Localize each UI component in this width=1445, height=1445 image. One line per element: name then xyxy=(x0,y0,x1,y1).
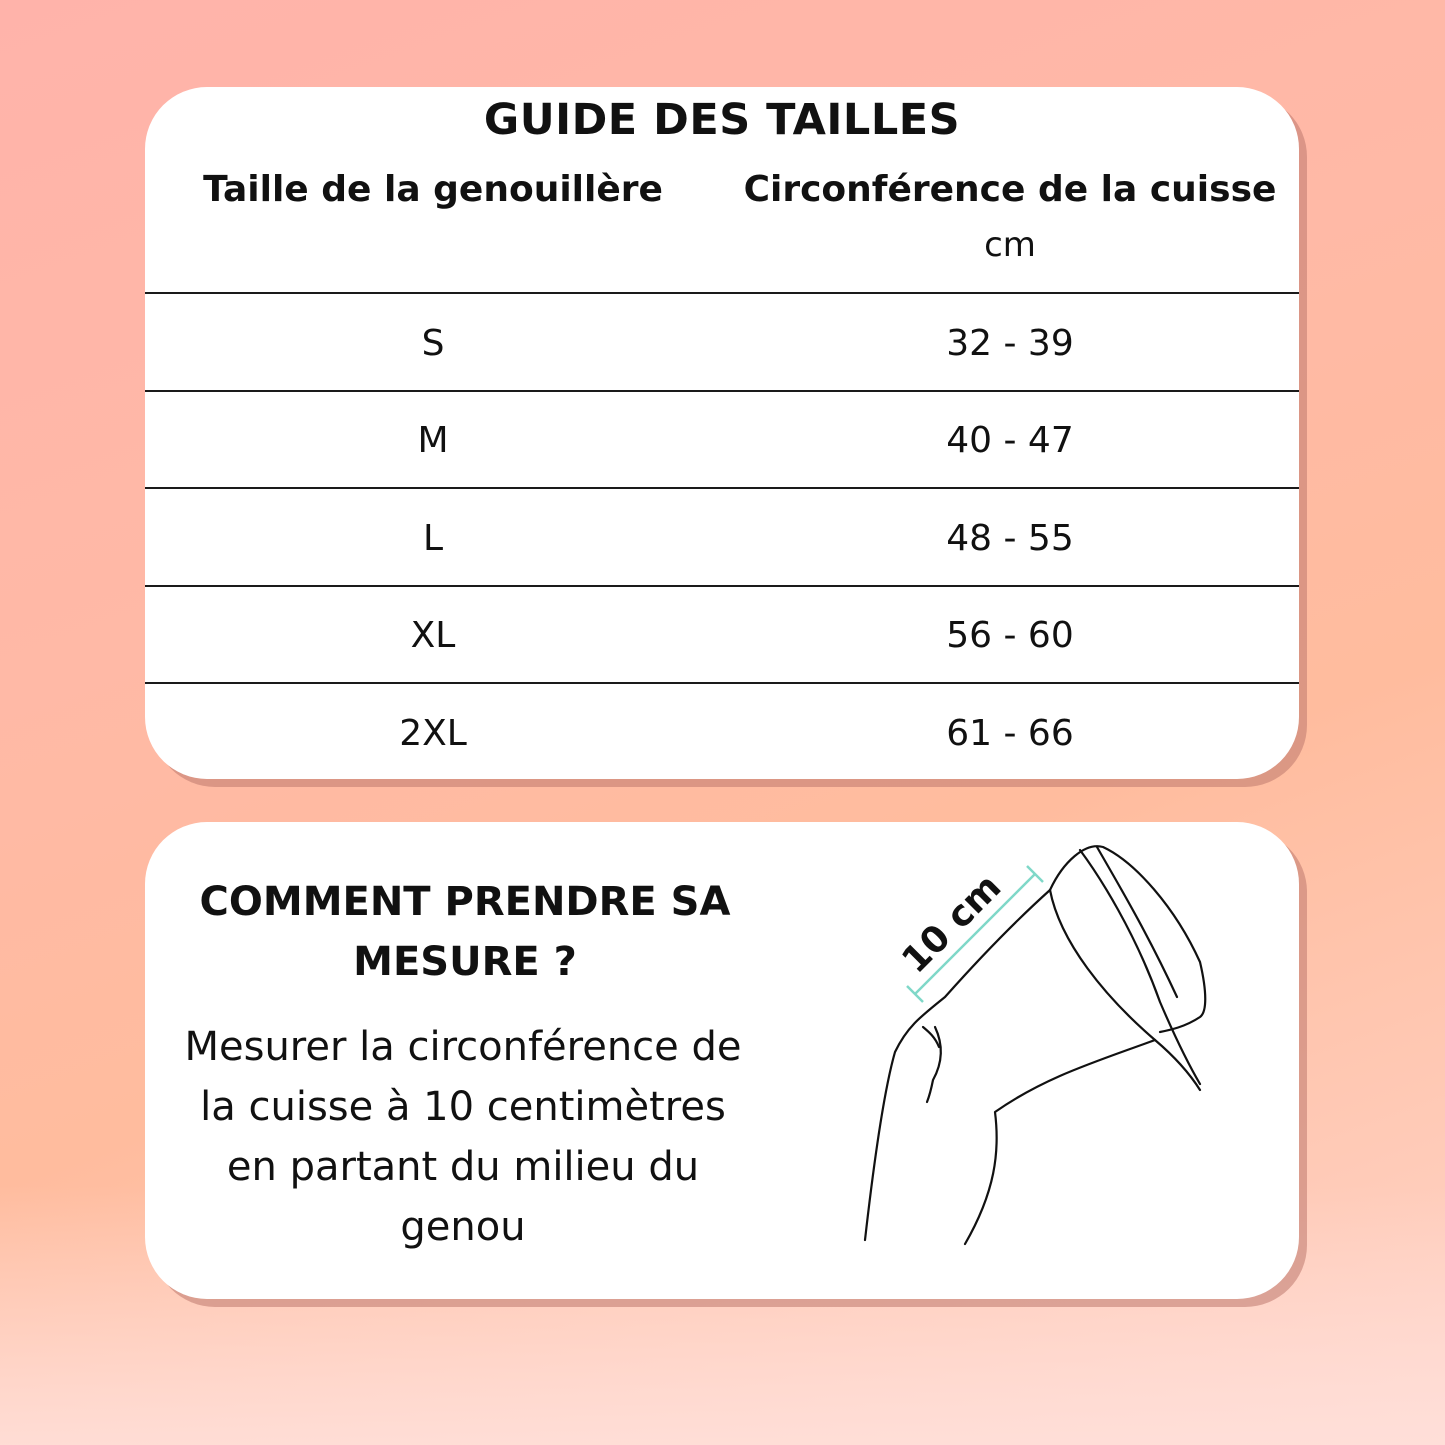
table-row xyxy=(145,295,1299,392)
size-guide-title: GUIDE DES TAILLES xyxy=(483,95,961,145)
dimension-label: 10 cm xyxy=(894,866,1010,982)
column-header-circumference: Circonférence de la cuisse xyxy=(743,169,1277,210)
range-cell: 48 - 55 xyxy=(946,518,1074,559)
measure-instruction-text xyxy=(163,1017,763,1257)
table-divider xyxy=(145,487,1299,489)
range-cell: 32 - 39 xyxy=(946,323,1074,364)
table-row xyxy=(145,685,1299,782)
size-cell: M xyxy=(417,420,449,461)
measure-title xyxy=(175,872,755,992)
range-cell: 56 - 60 xyxy=(946,615,1074,656)
table-divider xyxy=(145,682,1299,684)
instruction-line: la cuisse à 10 centimètres xyxy=(200,1084,726,1130)
size-cell: S xyxy=(421,323,445,364)
table-row xyxy=(145,490,1299,587)
column-unit-cm: cm xyxy=(984,225,1036,265)
range-cell: 61 - 66 xyxy=(946,713,1074,754)
size-cell: XL xyxy=(410,615,456,656)
table-row xyxy=(145,587,1299,684)
column-header-size: Taille de la genouillère xyxy=(203,169,663,210)
back-leg-outline xyxy=(965,1040,1155,1244)
size-cell: 2XL xyxy=(399,713,467,754)
table-row xyxy=(145,392,1299,489)
thigh-band-edge xyxy=(1097,847,1177,997)
measure-instructions-card xyxy=(145,822,1299,1299)
table-divider xyxy=(145,292,1299,294)
thigh-band-inner xyxy=(1080,850,1200,1084)
size-cell: L xyxy=(422,518,444,559)
size-guide-card xyxy=(145,87,1299,779)
instruction-line: genou xyxy=(400,1204,526,1250)
thigh-end-rim-outer xyxy=(1050,846,1205,1032)
knee-leg-outline-icon xyxy=(835,822,1275,1262)
measure-title-line: COMMENT PRENDRE SA xyxy=(199,879,731,925)
range-cell: 40 - 47 xyxy=(946,420,1074,461)
measure-title-line: MESURE ? xyxy=(353,939,577,985)
instruction-line: Mesurer la circonférence de xyxy=(184,1024,742,1070)
instruction-line: en partant du milieu du xyxy=(226,1144,700,1190)
